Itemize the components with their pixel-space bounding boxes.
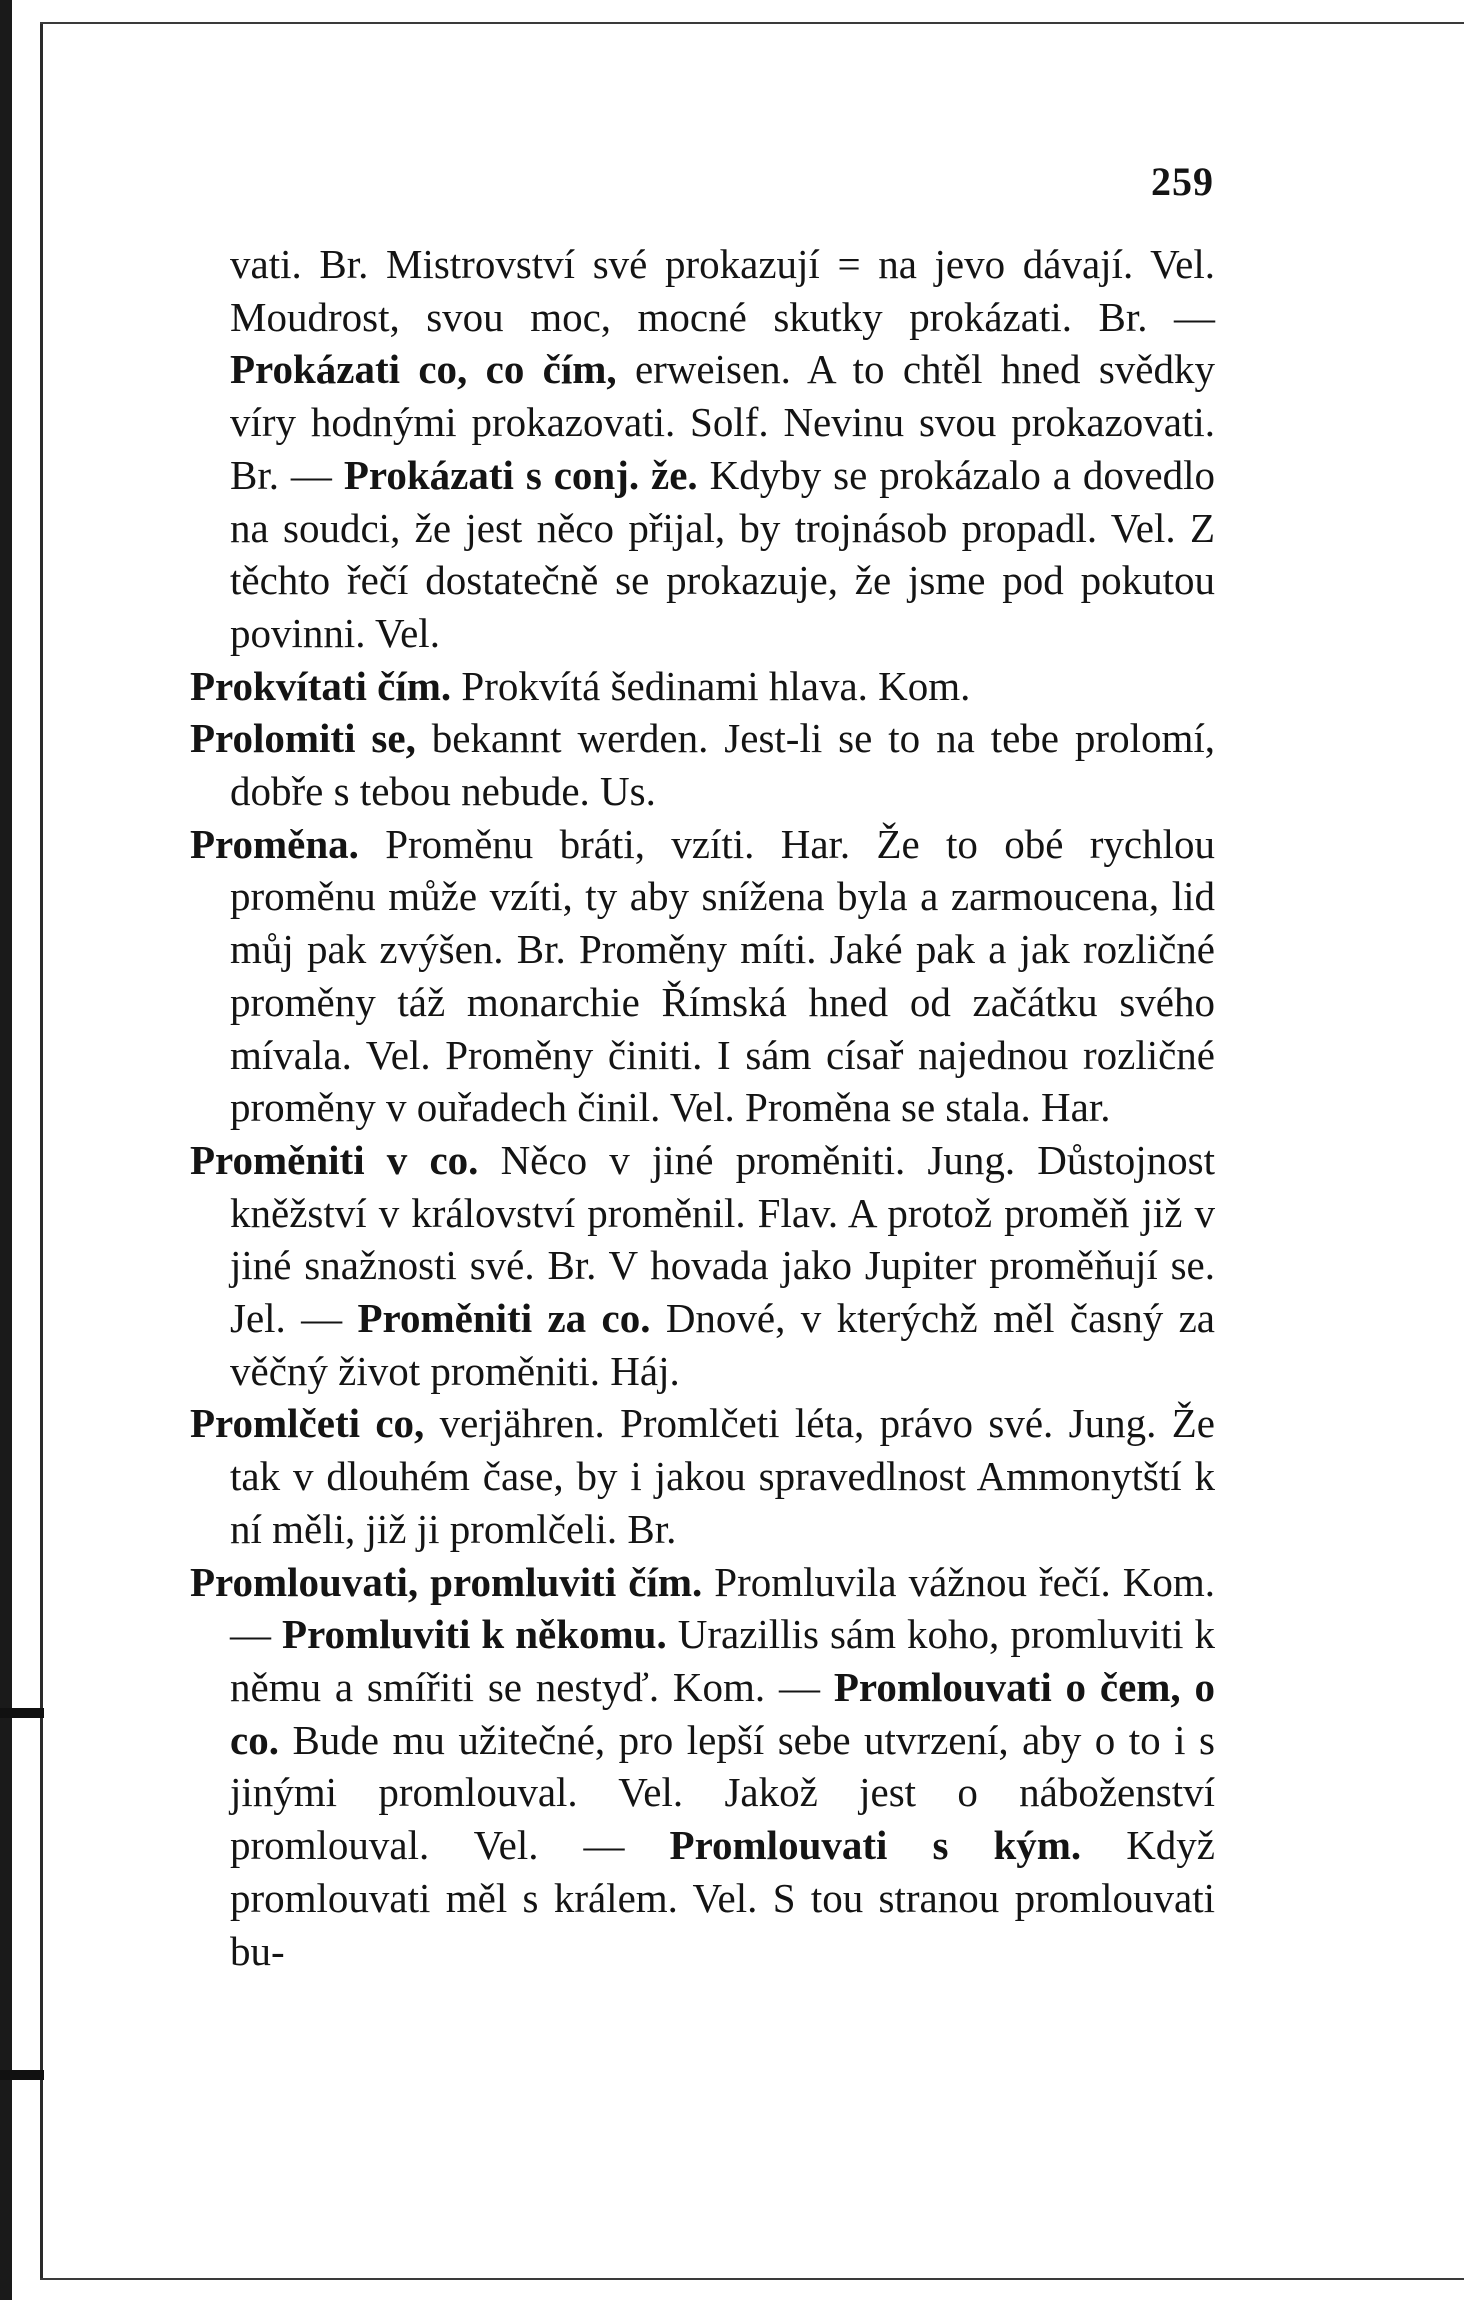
entry-text: erweisen. A to chtěl hned svědky víry hodnými prokazovati. Solf. Nevinu svou prokazovati. Br. —: [230, 346, 1215, 498]
entry-headword: Proměniti za co.: [357, 1295, 651, 1342]
dictionary-entry: [190, 238, 1215, 660]
entry-text: Bude mu užitečné, pro lepší sebe utvrzení, aby o to i s jinými promlouval. Vel. Jakož jest o náboženství promlouval. Vel. —: [230, 1716, 1215, 1869]
entry-text: verjähren. Promlčeti léta, právo své. Jung. Že tak v dlouhém čase, by i jakou spravedlnost Ammonytští k ní měli, již ji promlčeli. Br.: [230, 1400, 1215, 1552]
entry-headword: Promlouvati, promluviti čím.: [190, 1558, 703, 1605]
entry-text: Kdyby se prokázalo a dovedlo na soudci, že jest něco přijal, by trojnásob propadl. Vel. Z těchto řečí dostatečně se prokazuje, že jsme pod pokutou povinni. Vel.: [230, 451, 1215, 656]
scan-mark: [0, 2070, 44, 2080]
entry-headword: Prokázati s conj. že.: [343, 451, 698, 498]
entry-text: bekannt werden. Jest-li se to na tebe prolomí, dobře s tebou nebude. Us.: [230, 715, 1215, 815]
entry-text: Dnové, v kterýchž měl časný za věčný život proměniti. Háj.: [230, 1295, 1216, 1394]
entry-headword: Promlouvati o čem, o co.: [230, 1663, 1215, 1763]
entry-text: Proměnu bráti, vzíti. Har. Že to obé rychlou proměnu může vzíti, ty aby snížena byla a zarmoucena, lid můj pak zvýšen. Br. Proměny míti. Jaké pak a jak rozličné proměny táž monarchie Římská hned od začátku svého mívala. Vel. Proměny činiti. I sám císař najednou rozličné proměny v ouřadech činil. Vel. Proměna se stala. Har.: [230, 820, 1215, 1131]
entry-headword: Prokázati co, co čím,: [230, 346, 617, 393]
entry-text: Prokvítá šedinami hlava. Kom.: [451, 662, 971, 709]
entry-text: vati. Br. Mistrovství své prokazují = na jevo dávají. Vel. Moudrost, svou moc, mocné skutky prokázati. Br. —: [230, 241, 1215, 340]
dictionary-entry: [190, 1556, 1215, 1978]
entry-headword: Promlouvati s kým.: [669, 1822, 1082, 1869]
page-number: 259: [1151, 159, 1214, 204]
dictionary-entry: [190, 1134, 1215, 1398]
dictionary-entry: [190, 712, 1215, 817]
entry-headword: Proměna.: [190, 820, 359, 867]
entry-text: Něco v jiné proměniti. Jung. Důstojnost kněžství v království proměnil. Flav. A protož proměň již v jiné snažnosti své. Br. V hovada jako Jupiter proměňují se. Jel. —: [230, 1136, 1215, 1342]
entry-headword: Prokvítati čím.: [190, 662, 452, 709]
page-bottom-edge: [40, 2278, 1464, 2280]
entry-text: Promluvila vážnou řečí. Kom. —: [230, 1558, 1215, 1658]
page-top-edge: [40, 22, 1464, 24]
dictionary-body: [190, 238, 1215, 1977]
dictionary-entry: [190, 660, 1215, 713]
entry-text: Urazillis sám koho, promluviti k němu a smířiti se nestyď. Kom. —: [230, 1611, 1215, 1710]
entry-headword: Proměniti v co.: [190, 1136, 479, 1183]
entry-headword: Promluviti k někomu.: [282, 1611, 667, 1658]
page-border: [40, 22, 43, 2280]
entry-headword: Prolomiti se,: [190, 715, 416, 762]
entry-headword: Promlčeti co,: [190, 1400, 425, 1447]
scan-edge: [0, 0, 12, 2300]
entry-text: Když promlouvati měl s králem. Vel. S tou stranou promlouvati bu-: [230, 1822, 1215, 1974]
scan-mark: [0, 1708, 44, 1718]
dictionary-entry: [190, 1397, 1215, 1555]
dictionary-entry: [190, 818, 1215, 1134]
